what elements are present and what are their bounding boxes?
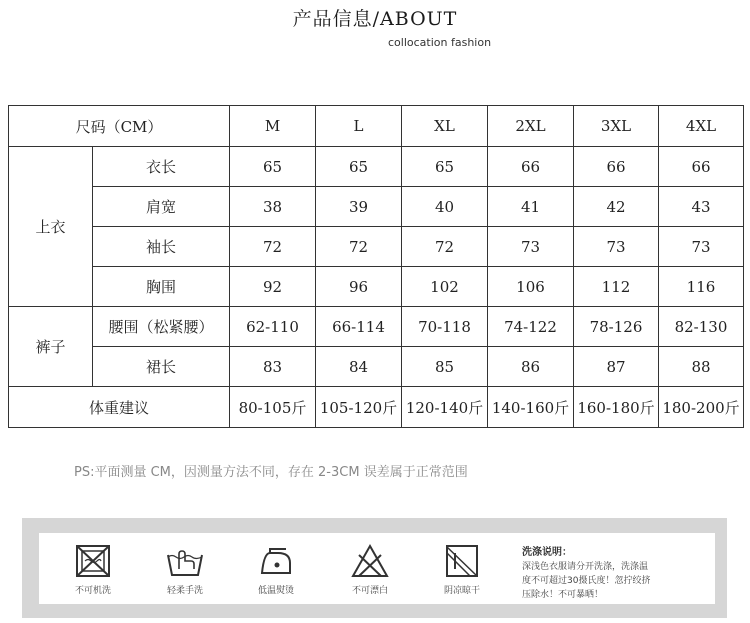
size-header: 2XL: [488, 106, 574, 147]
table-cell: 87: [574, 347, 659, 387]
table-row: [9, 307, 744, 347]
table-cell: 73: [574, 227, 659, 267]
do-not-bleach-icon: [335, 543, 405, 579]
group-label-top: 上衣: [9, 147, 93, 307]
care-label: 不可机洗: [74, 586, 111, 596]
table-row: [9, 187, 744, 227]
table-cell: 42: [574, 187, 659, 227]
table-cell: 66: [488, 147, 574, 187]
table-cell: 73: [659, 227, 744, 267]
table-cell: 72: [230, 227, 316, 267]
weight-cell: 140-160斤: [488, 387, 574, 428]
table-cell: 65: [316, 147, 402, 187]
care-label: 低温熨烫: [257, 586, 294, 596]
measurement-note: PS:平面测量 CM，因测量方法不同，存在 2-3CM 误差属于正常范围: [74, 465, 468, 480]
table-cell: 106: [488, 267, 574, 307]
table-cell: 40: [402, 187, 488, 227]
table-cell: 66: [574, 147, 659, 187]
size-header-label: 尺码（CM）: [9, 106, 230, 147]
table-cell: 78-126: [574, 307, 659, 347]
no-machine-wash-icon: [58, 543, 128, 579]
size-header: L: [316, 106, 402, 147]
table-cell: 72: [316, 227, 402, 267]
page-subtitle: collocation fashion: [388, 36, 492, 49]
table-cell: 83: [230, 347, 316, 387]
table-cell: 41: [488, 187, 574, 227]
row-label: 衣长: [93, 147, 230, 187]
low-temperature-iron-icon: [241, 543, 311, 579]
wash-instructions: [510, 533, 715, 604]
weight-cell: 160-180斤: [574, 387, 659, 428]
row-label: 胸围: [93, 267, 230, 307]
table-cell: 43: [659, 187, 744, 227]
table-row: [9, 147, 744, 187]
group-label-bottom: 裤子: [9, 307, 93, 387]
weight-cell: 80-105斤: [230, 387, 316, 428]
care-panel: [22, 518, 727, 618]
table-cell: 66: [659, 147, 744, 187]
row-label: 裙长: [93, 347, 230, 387]
wash-instructions-line: 深浅色衣服请分开洗涤，洗涤温: [522, 562, 649, 572]
table-cell: 86: [488, 347, 574, 387]
care-label: 阴凉晾干: [443, 586, 480, 596]
table-cell: 39: [316, 187, 402, 227]
weight-cell: 180-200斤: [659, 387, 744, 428]
table-cell: 62-110: [230, 307, 316, 347]
table-cell: 66-114: [316, 307, 402, 347]
care-item-do-not-bleach: [335, 543, 405, 601]
care-item-shade-dry: [427, 543, 497, 601]
row-label: 腰围（松紧腰）: [93, 307, 230, 347]
table-cell: 73: [488, 227, 574, 267]
table-cell: 88: [659, 347, 744, 387]
care-label: 不可漂白: [351, 586, 388, 596]
table-cell: 85: [402, 347, 488, 387]
weight-cell: 120-140斤: [402, 387, 488, 428]
table-row: [9, 267, 744, 307]
size-header: M: [230, 106, 316, 147]
row-label: 袖长: [93, 227, 230, 267]
wash-instructions-line: 压除水！不可暴晒！: [522, 590, 604, 600]
table-cell: 70-118: [402, 307, 488, 347]
weight-label: 体重建议: [9, 387, 230, 428]
gentle-hand-wash-icon: [150, 543, 220, 579]
table-cell: 38: [230, 187, 316, 227]
care-item-gentle-hand-wash: [150, 543, 220, 601]
table-cell: 65: [402, 147, 488, 187]
table-cell: 72: [402, 227, 488, 267]
table-cell: 74-122: [488, 307, 574, 347]
table-cell: 102: [402, 267, 488, 307]
wash-instructions-line: 度不可超过30摄氏度！忽拧绞挤: [522, 576, 651, 586]
size-header: 3XL: [574, 106, 659, 147]
header-row: [9, 106, 744, 147]
care-label: 轻柔手洗: [166, 586, 203, 596]
table-row: [9, 227, 744, 267]
size-table: [8, 105, 744, 428]
weight-row: [9, 387, 744, 428]
table-row: [9, 347, 744, 387]
row-label: 肩宽: [93, 187, 230, 227]
care-item-low-temperature-iron: [241, 543, 311, 601]
table-cell: 82-130: [659, 307, 744, 347]
page-title: 产品信息/ABOUT: [292, 8, 458, 30]
table-cell: 84: [316, 347, 402, 387]
size-header: XL: [402, 106, 488, 147]
care-icons-card: [39, 533, 520, 604]
table-cell: 112: [574, 267, 659, 307]
table-cell: 65: [230, 147, 316, 187]
table-cell: 92: [230, 267, 316, 307]
wash-instructions-title: 洗涤说明：: [522, 547, 572, 558]
shade-dry-icon: [427, 543, 497, 579]
weight-cell: 105-120斤: [316, 387, 402, 428]
table-cell: 96: [316, 267, 402, 307]
table-cell: 116: [659, 267, 744, 307]
size-header: 4XL: [659, 106, 744, 147]
care-item-no-machine-wash: [58, 543, 128, 601]
